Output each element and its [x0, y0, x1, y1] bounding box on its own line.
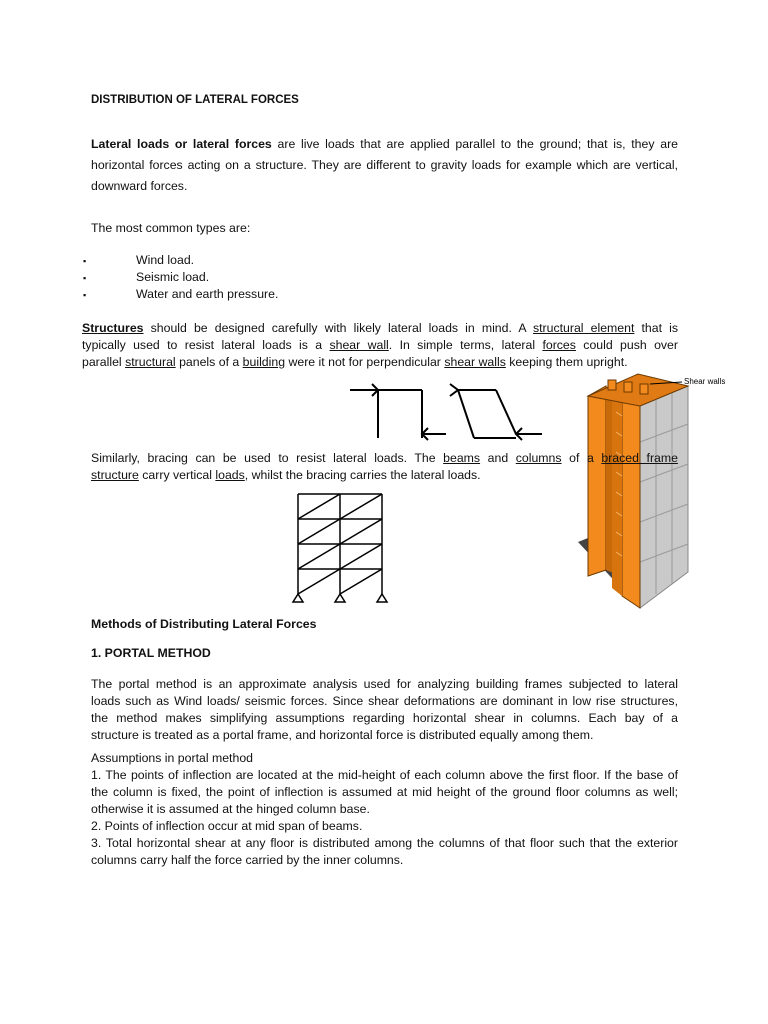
portal-line: The portal method is an approximate analysis used for analyzing building frames subjected to lateral	[91, 677, 678, 691]
text-run: could push over	[575, 338, 678, 352]
shear-wall-front	[622, 400, 640, 608]
deformed-column-right	[496, 390, 516, 434]
text-run: . In simple terms, lateral	[388, 338, 543, 352]
link-structural[interactable]: structural	[125, 355, 176, 369]
assumption-line: columns carry half the force carried by the inner columns.	[91, 853, 404, 867]
text-run: parallel	[82, 355, 126, 369]
assumption-line: 2. Points of inflection occur at mid span of beams.	[91, 819, 363, 833]
link-building[interactable]: building	[242, 355, 286, 369]
pin-support	[377, 594, 387, 602]
portal-line: the method makes simplifying assumptions regarding horizontal shear in columns. Each bay of a	[91, 711, 678, 725]
bracing-line-2	[91, 467, 678, 484]
link-structures[interactable]: Structures	[82, 321, 144, 335]
text-run: , whilst the bracing carries the lateral loads.	[244, 468, 481, 482]
frame-brace	[340, 519, 382, 544]
portal-line: loads such as Wind loads/ seismic forces. Since shear deformations are dominant in low rise structures,	[91, 694, 678, 708]
frame-brace	[298, 544, 340, 569]
deformed-column-left	[458, 390, 474, 438]
assumptions-section	[91, 750, 678, 869]
type-item-seismic: Seismic load.	[136, 270, 210, 284]
link-forces[interactable]: forces	[542, 338, 576, 352]
intro-line-3: downward forces.	[91, 179, 188, 193]
braced-frame-diagram	[290, 492, 400, 604]
frame-brace	[298, 519, 340, 544]
assumption-line: otherwise it is assumed at the hinged column base.	[91, 802, 370, 816]
intro-paragraph	[91, 134, 678, 197]
portal-line: structure is treated as a portal frame, and horizontal force is distributed equally among them.	[91, 728, 594, 742]
text-run: that is	[634, 321, 678, 335]
page-title: DISTRIBUTION OF LATERAL FORCES	[91, 94, 299, 106]
link-beams[interactable]: beams	[443, 451, 481, 465]
bullet-marker: ▪	[83, 290, 87, 300]
portal-method-heading: 1. PORTAL METHOD	[91, 646, 211, 660]
frame-deformation-diagram	[350, 378, 550, 448]
intro-line-2: horizontal forces acting on a structure. They are different to gravity loads for example which are vertical,	[91, 158, 678, 172]
bullet-marker: ▪	[83, 273, 87, 283]
bullet-marker: ▪	[83, 256, 87, 266]
shear-walls-label: Shear walls	[684, 377, 726, 386]
types-heading: The most common types are:	[91, 221, 251, 235]
text-run: Similarly, bracing can be used to resist lateral loads. The	[91, 451, 444, 465]
structures-line-1	[82, 320, 678, 337]
text-run: typically used to resist lateral loads is a	[82, 338, 330, 352]
frame-brace	[298, 494, 340, 519]
frame-brace	[340, 544, 382, 569]
text-run: carry vertical	[138, 468, 216, 482]
link-structural-element[interactable]: structural element	[532, 321, 635, 335]
type-item-wind: Wind load.	[136, 253, 195, 267]
text-run: were it not for perpendicular	[285, 355, 445, 369]
frame-brace	[340, 569, 382, 594]
shear-wall-building-illustration	[578, 372, 728, 610]
structures-line-2	[82, 337, 678, 354]
link-columns[interactable]: columns	[515, 451, 562, 465]
text-run: panels of a	[175, 355, 243, 369]
link-structure[interactable]: structure	[91, 468, 139, 482]
frame-brace	[298, 569, 340, 594]
text-run: of a	[561, 451, 602, 465]
link-loads[interactable]: loads	[215, 468, 245, 482]
bracing-line-1	[91, 450, 678, 467]
pin-support	[335, 594, 345, 602]
pin-support	[293, 594, 303, 602]
text-run: should be designed carefully with likely lateral loads in mind. A	[143, 321, 533, 335]
bracing-paragraph	[91, 450, 678, 484]
portal-paragraph	[91, 676, 678, 744]
structures-paragraph	[82, 320, 678, 371]
force-arrowhead-right	[450, 384, 458, 396]
intro-bold-lead: Lateral loads or lateral forces	[91, 137, 272, 151]
link-shear-wall[interactable]: shear wall	[329, 338, 389, 352]
intro-line-1-rest: are live loads that are applied parallel to the ground; that is, they are	[271, 137, 679, 151]
assumption-line: the column is fixed, the point of inflection is assumed at mid height of the ground floor columns as well;	[91, 785, 678, 799]
text-run: and	[480, 451, 516, 465]
link-braced-frame[interactable]: braced frame	[601, 451, 678, 465]
structures-line-3	[82, 354, 678, 371]
intro-line-1	[91, 134, 678, 155]
assumption-line: 1. The points of inflection are located at the mid-height of each column above the first floor. If the base of	[91, 768, 678, 782]
text-run: keeping them upright.	[505, 355, 628, 369]
frame-brace	[340, 494, 382, 519]
type-item-water: Water and earth pressure.	[136, 287, 279, 301]
facade-panel	[640, 386, 688, 608]
assumption-line: 3. Total horizontal shear at any floor is distributed among the columns of that floor such that the exterior	[91, 836, 678, 850]
methods-heading: Methods of Distributing Lateral Forces	[91, 617, 317, 631]
link-shear-walls[interactable]: shear walls	[444, 355, 506, 369]
assumptions-heading: Assumptions in portal method	[91, 751, 253, 765]
